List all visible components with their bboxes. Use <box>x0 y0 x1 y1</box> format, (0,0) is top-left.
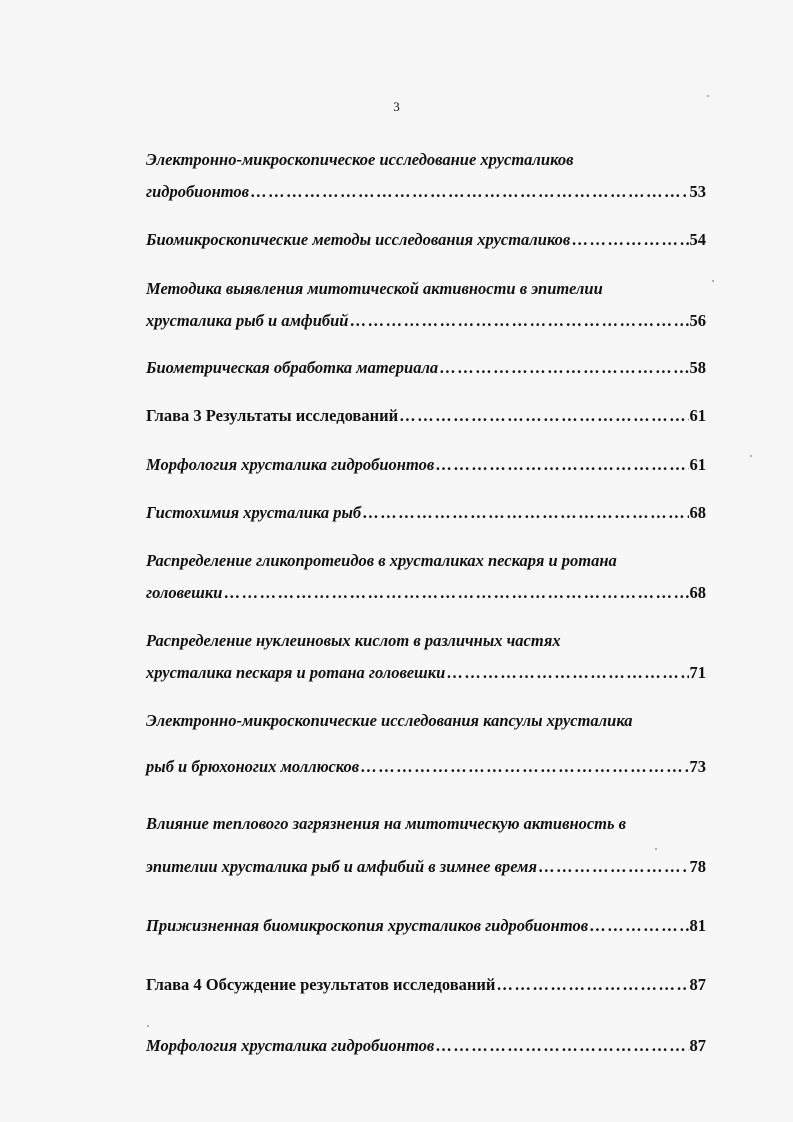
toc-page-number: 56 <box>689 311 706 330</box>
toc-entry-title: Глава 3 Результаты исследований <box>146 406 399 425</box>
dot-leader <box>250 182 688 202</box>
toc-chapter-entry <box>146 406 706 426</box>
toc-page-number: 68 <box>689 503 706 522</box>
toc-entry-line: Электронно-микроскопическое исследование хрусталиков <box>146 150 574 169</box>
dot-leader <box>399 406 688 426</box>
toc-entry <box>146 663 706 683</box>
toc-entry-title: рыб и брюхоногих моллюсков <box>146 757 360 776</box>
scan-speck <box>655 848 657 850</box>
dot-leader <box>571 230 688 250</box>
toc-page-number: 78 <box>689 857 706 876</box>
toc-entry <box>146 857 706 877</box>
toc-entry-title: гидробионтов <box>146 182 250 201</box>
toc-entry-title: Прижизненная биомикроскопия хрусталиков гидробионтов <box>146 916 589 935</box>
scan-speck <box>712 280 714 282</box>
toc-entry-line: Электронно-микроскопические исследования капсулы хрусталика <box>146 711 633 730</box>
scan-speck <box>147 1025 149 1027</box>
dot-leader <box>435 455 688 475</box>
dot-leader <box>349 311 688 331</box>
toc-page-number: 87 <box>689 1036 706 1055</box>
page-number: 3 <box>393 99 400 114</box>
toc-page-number: 71 <box>689 663 706 682</box>
toc-page-number: 54 <box>689 230 706 249</box>
toc-entry-line: Распределение нуклеиновых кислот в различных частях <box>146 631 561 650</box>
toc-entry-title: Биомикроскопические методы исследования хрусталиков <box>146 230 571 249</box>
dot-leader <box>360 757 688 777</box>
toc-entry-title: Биометрическая обработка материала <box>146 358 439 377</box>
toc-entry <box>146 358 706 378</box>
scan-speck <box>750 455 752 457</box>
dot-leader <box>435 1036 688 1056</box>
toc-entry-line: Влияние теплового загрязнения на митотическую активность в <box>146 814 627 833</box>
toc-entry-line: Распределение гликопротеидов в хрусталиках пескаря и ротана <box>146 551 617 570</box>
toc-entry-title: Морфология хрусталика гидробионтов <box>146 1036 435 1055</box>
toc-page-number: 61 <box>689 406 706 425</box>
toc-chapter-entry <box>146 975 706 995</box>
toc-entry <box>146 230 706 250</box>
toc-entry <box>146 757 706 777</box>
toc-entry <box>146 916 706 936</box>
toc-page-number: 61 <box>689 455 706 474</box>
toc-entry <box>146 503 706 523</box>
dot-leader <box>589 916 688 936</box>
toc-entry <box>146 1036 706 1056</box>
toc-entry-title: головешки <box>146 583 223 602</box>
toc-entry-title: Гистохимия хрусталика рыб <box>146 503 362 522</box>
toc-entry <box>146 583 706 603</box>
dot-leader <box>496 975 688 995</box>
toc-entry-title: эпителии хрусталика рыб и амфибий в зимнее время <box>146 857 537 876</box>
toc-entry-title: хрусталика рыб и амфибий <box>146 311 349 330</box>
toc-entry-line: Методика выявления митотической активности в эпителии <box>146 279 603 298</box>
toc-entry-title: хрусталика пескаря и ротана головешки <box>146 663 446 682</box>
scan-speck <box>707 95 709 97</box>
toc-entry-title: Глава 4 Обсуждение результатов исследований <box>146 975 496 994</box>
toc-page-number: 73 <box>689 757 706 776</box>
toc-page-number: 81 <box>689 916 706 935</box>
dot-leader <box>439 358 688 378</box>
toc-page-number: 87 <box>689 975 706 994</box>
toc-page-number: 58 <box>689 358 706 377</box>
toc-entry <box>146 455 706 475</box>
toc-entry <box>146 311 706 331</box>
toc-entry <box>146 182 706 202</box>
dot-leader <box>538 857 689 877</box>
toc-page-number: 53 <box>689 182 706 201</box>
toc-entry-title: Морфология хрусталика гидробионтов <box>146 455 435 474</box>
dot-leader <box>362 503 688 523</box>
toc-page-number: 68 <box>689 583 706 602</box>
dot-leader <box>446 663 688 683</box>
dot-leader <box>223 583 688 603</box>
